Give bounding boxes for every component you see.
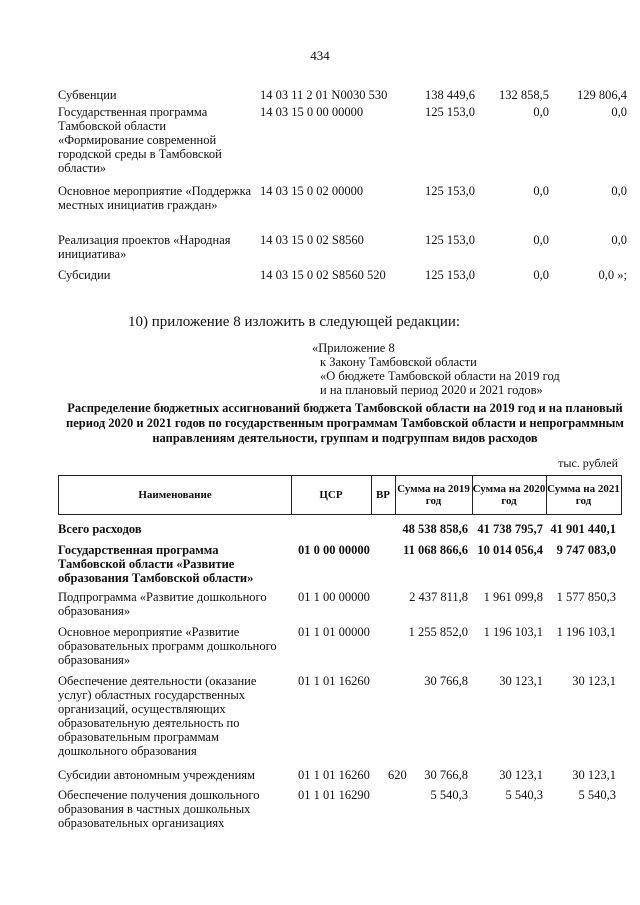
annex-line: «Приложение 8 (312, 341, 395, 355)
annex-line: и на плановый период 2020 и 2021 годов» (320, 383, 543, 397)
row-value-2019: 125 153,0 (425, 233, 475, 247)
header-sum-2019: Сумма на 2019 год (395, 476, 473, 514)
row-sum-2021: 9 747 083,0 (556, 543, 616, 557)
header-csr: ЦСР (291, 476, 372, 514)
row-sum-2021: 30 123,1 (572, 768, 616, 782)
row-name: Государственная программа Тамбовской области «Развитие образования Тамбовской области» (58, 543, 254, 585)
row-value-2021: 129 806,4 (577, 88, 627, 102)
row-name: Реализация проектов «Народная инициатива» (58, 233, 231, 261)
page-number: 434 (310, 48, 330, 63)
row-name: Субсидии (58, 268, 111, 282)
row-sum-2021: 41 901 440,1 (550, 522, 616, 536)
row-sum-2020: 10 014 056,4 (477, 543, 543, 557)
row-codes: 14 03 15 0 02 S8560 520 (260, 268, 386, 282)
header-sum-2021: Сумма на 2021 год (547, 483, 620, 507)
row-csr: 01 1 01 00000 (298, 625, 370, 639)
header-vr: ВР (371, 476, 396, 514)
row-sum-2020: 41 738 795,7 (477, 522, 543, 536)
table-header (58, 475, 622, 515)
row-name: Субсидии автономным учреждениям (58, 768, 255, 782)
row-name: Основное мероприятие «Развитие образовательных программ дошкольного образования» (58, 625, 277, 667)
annex-line: к Закону Тамбовской области (320, 355, 477, 369)
row-sum-2020: 1 196 103,1 (483, 625, 543, 639)
row-sum-2021: 5 540,3 (578, 788, 616, 802)
document-heading: Распределение бюджетных ассигнований бюджета Тамбовской области на 2019 год и на плановый период 2020 и 2021 годов по государственным программам Тамбовской области и непрограммным направлениям деятельности, группам и подгруппам видов расходов (66, 401, 624, 445)
row-sum-2019: 30 766,8 (424, 674, 468, 688)
row-sum-2021: 1 577 850,3 (556, 590, 616, 604)
row-sum-2019: 11 068 866,6 (403, 543, 468, 557)
row-name: Государственная программа Тамбовской области «Формирование современной городской среды в Тамбовской области» (58, 105, 222, 175)
row-value-2020: 0,0 (533, 105, 549, 119)
annex-line: «О бюджете Тамбовской области на 2019 год (320, 369, 560, 383)
row-name: Всего расходов (58, 522, 142, 536)
row-csr: 01 0 00 00000 (298, 543, 370, 557)
row-value-2020: 0,0 (533, 184, 549, 198)
row-value-2021: 0,0 »; (598, 268, 627, 282)
row-sum-2020: 1 961 099,8 (483, 590, 543, 604)
row-codes: 14 03 15 0 02 S8560 (260, 233, 364, 247)
row-value-2019: 125 153,0 (425, 184, 475, 198)
row-csr: 01 1 00 00000 (298, 590, 370, 604)
row-sum-2019: 5 540,3 (430, 788, 468, 802)
row-csr: 01 1 01 16290 (298, 788, 370, 802)
header-sum-2020: Сумма на 2020 год (472, 476, 547, 514)
row-sum-2020: 30 123,1 (499, 768, 543, 782)
units-label: тыс. рублей (558, 456, 618, 470)
row-sum-2019: 2 437 811,8 (409, 590, 468, 604)
row-sum-2019: 48 538 858,6 (402, 522, 468, 536)
row-name: Субвенции (58, 88, 117, 102)
row-value-2020: 0,0 (533, 268, 549, 282)
row-codes: 14 03 15 0 00 00000 (260, 105, 364, 119)
row-csr: 01 1 01 16260 (298, 768, 370, 782)
row-codes: 14 03 11 2 01 N0030 530 (260, 88, 388, 102)
row-sum-2020: 5 540,3 (505, 788, 543, 802)
row-sum-2021: 30 123,1 (572, 674, 616, 688)
row-sum-2020: 30 123,1 (499, 674, 543, 688)
row-name: Подпрограмма «Развитие дошкольного образования» (58, 590, 267, 618)
row-value-2020: 0,0 (533, 233, 549, 247)
row-value-2021: 0,0 (611, 233, 627, 247)
row-value-2021: 0,0 (611, 184, 627, 198)
row-value-2020: 132 858,5 (499, 88, 549, 102)
row-codes: 14 03 15 0 02 00000 (260, 184, 364, 198)
annex-block (312, 341, 560, 397)
row-sum-2021: 1 196 103,1 (556, 625, 616, 639)
row-value-2019: 125 153,0 (425, 268, 475, 282)
row-csr: 01 1 01 16260 (298, 674, 370, 688)
row-value-2019: 138 449,6 (425, 88, 475, 102)
amendment-text: 10) приложение 8 изложить в следующей редакции: (128, 314, 461, 330)
row-value-2021: 0,0 (611, 105, 627, 119)
row-value-2019: 125 153,0 (425, 105, 475, 119)
row-vr: 620 (388, 768, 407, 782)
row-sum-2019: 1 255 852,0 (408, 625, 468, 639)
row-name: Обеспечение деятельности (оказание услуг) областных государственных организаций, осуществляющих образовательную деятельность по образовательным программам дошкольного образования (58, 674, 257, 758)
row-name: Обеспечение получения дошкольного образования в частных дошкольных образовательных организациях (58, 788, 260, 830)
row-name: Основное мероприятие «Поддержка местных инициатив граждан» (58, 184, 252, 212)
header-name: Наименование (59, 476, 292, 514)
row-sum-2019: 30 766,8 (424, 768, 468, 782)
